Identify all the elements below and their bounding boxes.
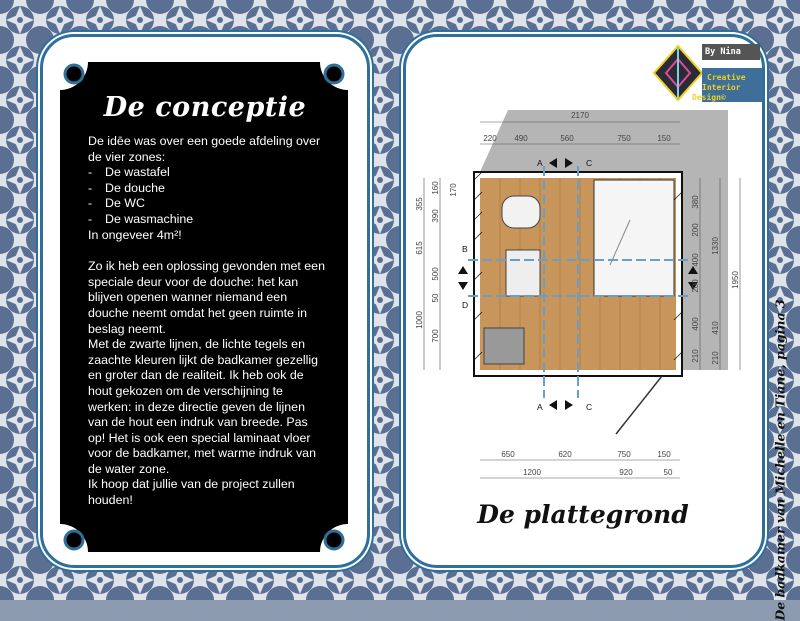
zone-item: - De douche <box>88 180 165 195</box>
logo-line-creative: Creative <box>707 73 746 82</box>
dim-top-seg: 490 <box>514 134 528 143</box>
section-label-d: D <box>462 300 469 310</box>
dim-left-inner: 160 <box>431 181 440 195</box>
concept-body: Zo ik heb een oplossing gevonden met een speciale deur voor de douche: het kan blijven openen wanner niemand een douche neemt omdat het geen ruimte in beslag neemt. Met de zwarte lijnen, de lichte tegels en zaachte kleuren lijkt de badkamer gezellig en groter dan de realiteit. Ik heb ook de hout gekozen om de verschijning te werken: in deze directie geven de lijnen van de hout een indruk van breede. Pas op! Het is ook een special laminaat vloer voor de badkamer, met warme indruk van de water zone. Ik hoop dat jullie van de project zullen houden! <box>88 259 325 508</box>
dim-right-outer: 1330 <box>711 237 720 255</box>
dim-bottom-seg: 750 <box>617 450 631 459</box>
dim-left-outer: 355 <box>415 197 424 211</box>
zone-list <box>88 165 326 227</box>
side-caption: De badkamer van Michelle en Tiane, pagina 3 <box>772 299 788 621</box>
dim-left-inner: 500 <box>431 267 440 281</box>
zone-item: - De wastafel <box>88 165 170 180</box>
section-label-b: B <box>462 244 468 254</box>
dim-bottom-total: 920 <box>619 468 633 477</box>
concept-area: In ongeveer 4m²! <box>88 227 182 242</box>
dim-bottom-total: 1200 <box>523 468 541 477</box>
dim-left-outer: 615 <box>415 241 424 255</box>
dim-top-seg: 220 <box>483 134 497 143</box>
logo-by-text: By Nina <box>705 47 741 57</box>
dim-right-outer: 410 <box>711 321 720 335</box>
door <box>616 376 662 434</box>
dim-top-seg: 560 <box>560 134 574 143</box>
zone-item: - De WC <box>88 196 145 211</box>
section-label-a: A <box>537 158 543 168</box>
dim-left-inner: 50 <box>431 293 440 303</box>
dim-right-total: 1950 <box>731 271 740 289</box>
dim-left-inner: 700 <box>431 329 440 343</box>
concept-title: De conceptie <box>103 92 307 123</box>
dim-right-inner: 380 <box>691 195 700 209</box>
concept-text <box>88 134 326 509</box>
section-label-a-bottom: A <box>537 402 543 412</box>
dim-left-inner2: 170 <box>449 183 458 197</box>
dim-bottom-total: 50 <box>663 468 673 477</box>
section-label-c: C <box>586 158 593 168</box>
wc <box>502 196 540 228</box>
section-label-c-bottom: C <box>586 402 593 412</box>
washbasin <box>506 250 540 296</box>
zone-item: - De wasmachine <box>88 211 194 226</box>
dim-right-inner: 200 <box>691 279 700 293</box>
washing-machine <box>484 328 524 364</box>
dim-right-inner: 400 <box>691 317 700 331</box>
dim-bottom-seg: 150 <box>657 450 671 459</box>
dim-right-inner: 200 <box>691 223 700 237</box>
floor-plan-drawing <box>410 100 760 490</box>
dim-right-inner: 210 <box>691 349 700 363</box>
dim-left-inner: 390 <box>431 209 440 223</box>
floorplan-title: De plattegrond <box>477 500 689 529</box>
dim-top-total: 2170 <box>571 111 589 120</box>
dim-bottom-seg: 620 <box>558 450 572 459</box>
logo-line-interior: Interior <box>702 83 741 92</box>
dim-left-outer: 1000 <box>415 311 424 329</box>
dim-top-seg: 150 <box>657 134 671 143</box>
dim-bottom-seg: 650 <box>501 450 515 459</box>
shower-area <box>594 180 674 296</box>
concept-intro: De idēe was over een goede afdeling over de vier zones: <box>88 134 321 164</box>
dim-right-inner: 400 <box>691 253 700 267</box>
dim-right-outer: 210 <box>711 351 720 365</box>
logo-line-design: Design© <box>692 93 726 102</box>
dim-top-seg: 750 <box>617 134 631 143</box>
